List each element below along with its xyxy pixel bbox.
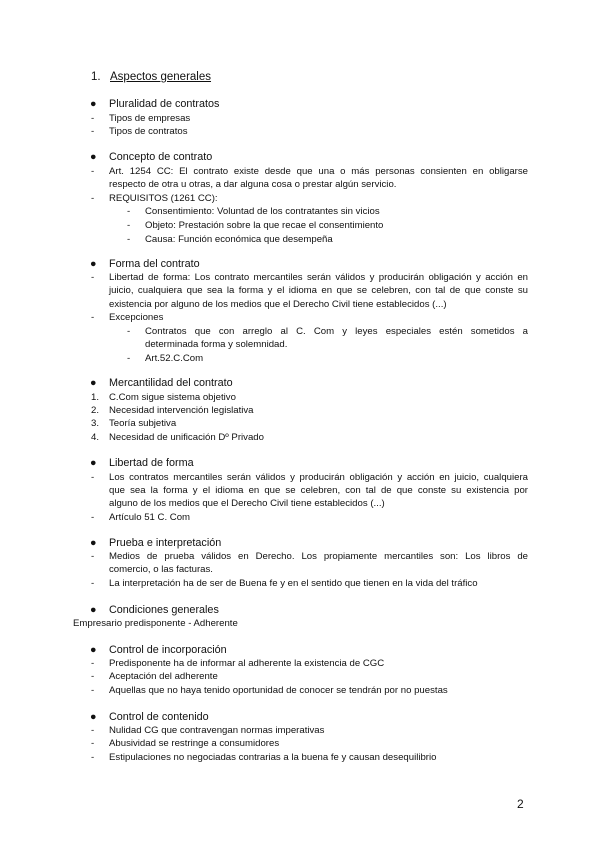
dash: - [127, 206, 131, 217]
heading-incorporacion: Control de incorporación [109, 644, 227, 656]
list-item: Causa: Función económica que desempeña [145, 234, 333, 245]
bullet: ● [90, 537, 97, 549]
list-item: Objeto: Prestación sobre la que recae el consentimiento [145, 220, 384, 231]
dash: - [91, 671, 95, 682]
list-item: Nulidad CG que contravengan normas imperativas [109, 725, 325, 736]
paragraph-line: alguno de los medios que el Derecho Civil tiene establecidos (...) [109, 498, 385, 509]
list-item: Aquellas que no haya tenido oportunidad de conocer se tendrán por no puestas [109, 685, 448, 696]
heading-forma: Forma del contrato [109, 258, 200, 270]
paragraph-line: existencia por alguno de los medios que el Derecho Civil tiene establecidos (...) [109, 299, 447, 310]
paragraph-line: determinada forma y solemnidad. [145, 339, 288, 350]
paragraph-line: Contratos que con arreglo al C. Com y leyes especiales estén sometidos a [145, 326, 528, 337]
paragraph-line: La interpretación ha de ser de Buena fe y en el sentido que tienen en la vida del tráfico [109, 578, 478, 589]
dash: - [127, 220, 131, 231]
section-title: Aspectos generales [110, 71, 212, 83]
bullet: ● [90, 604, 97, 616]
paragraph-line: Libertad de forma: Los contrato mercantiles serán válidos y producirán obligación y acción en [109, 272, 528, 283]
heading-mercantilidad: Mercantilidad del contrato [109, 377, 233, 389]
list-number: 1. [91, 392, 100, 403]
dash: - [91, 512, 95, 523]
dash: - [91, 272, 95, 283]
section-number: 1. [91, 71, 101, 83]
dash: - [127, 234, 131, 245]
paragraph-line: juicio, cualquiera que sea la forma y el idioma en que se celebren, con tal de que conste su [109, 285, 528, 296]
heading-pluralidad: Pluralidad de contratos [109, 98, 220, 110]
bullet: ● [90, 98, 97, 110]
list-item: Artículo 51 C. Com [109, 512, 191, 523]
list-item: Aceptación del adherente [109, 671, 218, 682]
dash: - [91, 685, 95, 696]
list-item: Tipos de contratos [109, 126, 188, 137]
dash: - [91, 551, 95, 562]
list-item: Art.52.C.Com [145, 353, 204, 364]
dash: - [91, 658, 95, 669]
list-item: Predisponente ha de informar al adherente la existencia de CGC [109, 658, 385, 669]
list-number: 4. [91, 432, 100, 443]
list-number: 3. [91, 418, 100, 429]
dash: - [91, 578, 95, 589]
dash: - [91, 312, 95, 323]
list-item: Consentimiento: Voluntad de los contratantes sin vicios [145, 206, 380, 217]
list-item: Teoría subjetiva [109, 418, 177, 429]
dash: - [91, 752, 95, 763]
dash: - [91, 126, 95, 137]
paragraph-line: Medios de prueba válidos en Derecho. Los propiamente mercantiles son: Los libros de [109, 551, 528, 562]
dash: - [91, 193, 95, 204]
bullet: ● [90, 457, 97, 469]
paragraph-line: respecto de otra u otras, a dar alguna cosa o prestar algún servicio. [109, 179, 397, 190]
bullet: ● [90, 644, 97, 656]
bullet: ● [90, 377, 97, 389]
bullet: ● [90, 151, 97, 163]
list-number: 2. [91, 405, 100, 416]
excepciones-label: Excepciones [109, 312, 164, 323]
heading-condiciones: Condiciones generales [109, 604, 219, 616]
subheading: Empresario predisponente - Adherente [73, 618, 238, 629]
dash: - [127, 353, 131, 364]
list-item: Necesidad intervención legislativa [109, 405, 254, 416]
dash: - [91, 472, 95, 483]
requisitos-label: REQUISITOS (1261 CC): [109, 193, 218, 204]
dash: - [91, 725, 95, 736]
dash: - [91, 166, 95, 177]
heading-concepto: Concepto de contrato [109, 151, 213, 163]
bullet: ● [90, 258, 97, 270]
dash: - [127, 326, 131, 337]
heading-prueba: Prueba e interpretación [109, 537, 222, 549]
paragraph-line: que sea la forma y el idioma en que se celebren, con tal de que conste su existencia por [109, 485, 528, 496]
paragraph-line: Art. 1254 CC: El contrato existe desde que una o más personas consienten en obligarse [109, 166, 528, 177]
list-item: C.Com sigue sistema objetivo [109, 392, 236, 403]
bullet: ● [90, 711, 97, 723]
list-item: Tipos de empresas [109, 113, 191, 124]
list-item: Abusividad se restringe a consumidores [109, 738, 280, 749]
paragraph-line: comercio, o las facturas. [109, 564, 213, 575]
list-item: Estipulaciones no negociadas contrarias a la buena fe y causan desequilibrio [109, 752, 437, 763]
page-number: 2 [517, 797, 524, 811]
paragraph-line: Los contratos mercantiles serán válidos y producirán obligación y acción en juicio, cualquiera [109, 472, 528, 483]
heading-contenido: Control de contenido [109, 711, 209, 723]
dash: - [91, 113, 95, 124]
dash: - [91, 738, 95, 749]
heading-libertad: Libertad de forma [109, 457, 194, 469]
list-item: Necesidad de unificación Dº Privado [109, 432, 264, 443]
